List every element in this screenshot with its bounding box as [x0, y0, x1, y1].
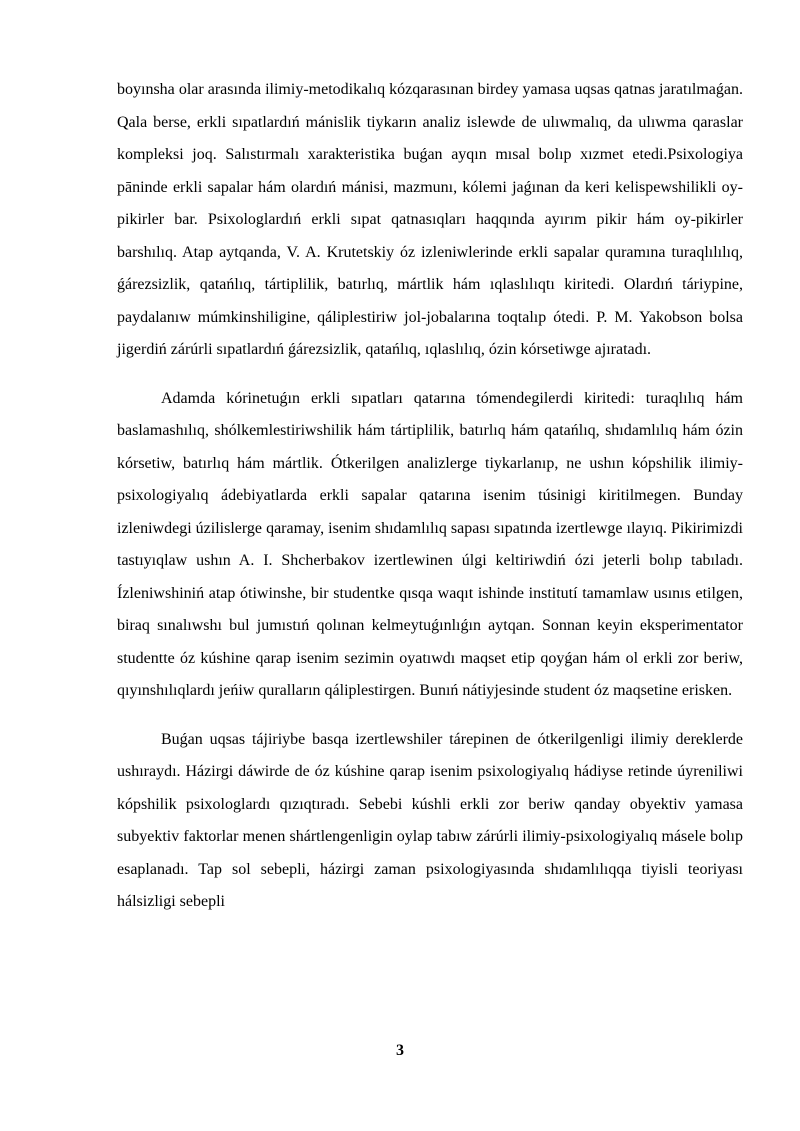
paragraph-1: boyınsha olar arasında ilimiy-metodikalıq kózqarasınan birdey yamasa uqsas qatnas jaratılmaǵan. Qala berse, erkli sıpatlardıń mánislik tiykarın analiz islewde de ulıwmalıq, da ulıwma qaraslar kompleksi joq. Salıstırmalı xarakteristika buǵan ayqın mısal bolıp xızmet etedi.Psixologiya pāninde erkli sapalar hám olardıń mánisi, mazmunı, kólemi jaǵınan da keri kelispewshilikli oy-pikirler bar. Psixologlardıń erkli sıpat qatnasıqları haqqında ayırım pikir hám oy-pikirler barshılıq. Atap aytqanda, V. A. Krutetskiy óz izleniwlerinde erkli sapalar quramına turaqlılılıq, ǵárezsizlik, qatańlıq, tártiplilik, batırlıq, mártlik hám ıqlaslılıqtı kiritedi. Olardıń táriypine, paydalanıw múmkinshiligine, qáliplestiriw jol-jobalarına toqtalıp ótedi. P. M. Yakobson bolsa jigerdiń zárúrli sıpatlardıń ǵárezsizlik, qatańlıq, ıqlaslılıq, ózin kórsetiwge ajıratadı.	[117, 81, 743, 358]
paragraph-2: Adamda kórinetuǵın erkli sıpatları qatarına tómendegilerdi kiritedi: turaqlılıq hám baslamashılıq, shólkemlestiriwshilik hám tártiplilik, batırlıq hám qatańlıq, shıdamlılıq hám ózin kórsetiw, batırlıq hám mártlik. Ótkerilgen analizlerge tiykarlanıp, ne ushın kópshilik ilimiy-psixologiyalıq ádebiyatlarda erkli sapalar qatarına isenim túsinigi kiritilmegen. Bunday izleniwdegi úzilislerge qaramay, isenim shıdamlılıq sapası sıpatında izertlewge ılayıq. Pikirimizdi tastıyıqlaw ushın A. I. Shcherbakov izertlewinen úlgi keltiriwdiń ózi jeterli bolıp tabıladı. Ízleniwshiniń atap ótiwinshe, bir studentke qısqa waqıt ishinde institutí tamamlaw usınıs etilgen, biraq sınalıwshı bul jumıstıń qolınan kelmeytuǵınlıǵın aytqan. Sonnan keyin eksperimentator studentte óz kúshine qarap isenim sezimin oyatıwdı maqset etip qoyǵan hám ol erkli zor beriw, qıyınshılıqlardı jeńiw quralların qáliplestirgen. Bunıń nátiyjesinde student óz maqsetine erisken.	[117, 389, 743, 699]
page-number: 3	[396, 1042, 404, 1059]
document-page	[117, 74, 743, 919]
paragraph-3: Buǵan uqsas tájiriybe basqa izertlewshiler tárepinen de ótkerilgenligi ilimiy dereklerde ushıraydı. Házirgi dáwirde de óz kúshine qarap isenim psixologiyalıq hádiyse retinde úyreniliwi kópshilik psixologlardı qızıqtıradı. Sebebi kúshli erkli zor beriw qanday obyektiv yamasa subyektiv faktorlar menen shártlengenligin oylap tabıw zárúrli ilimiy-psixologiyalıq másele bolıp esaplanadı. Tap sol sebepli, házirgi zaman psixologiyasında shıdamlılıqqa tiyisli teoriyası hálsizligi sebepli	[117, 730, 743, 910]
